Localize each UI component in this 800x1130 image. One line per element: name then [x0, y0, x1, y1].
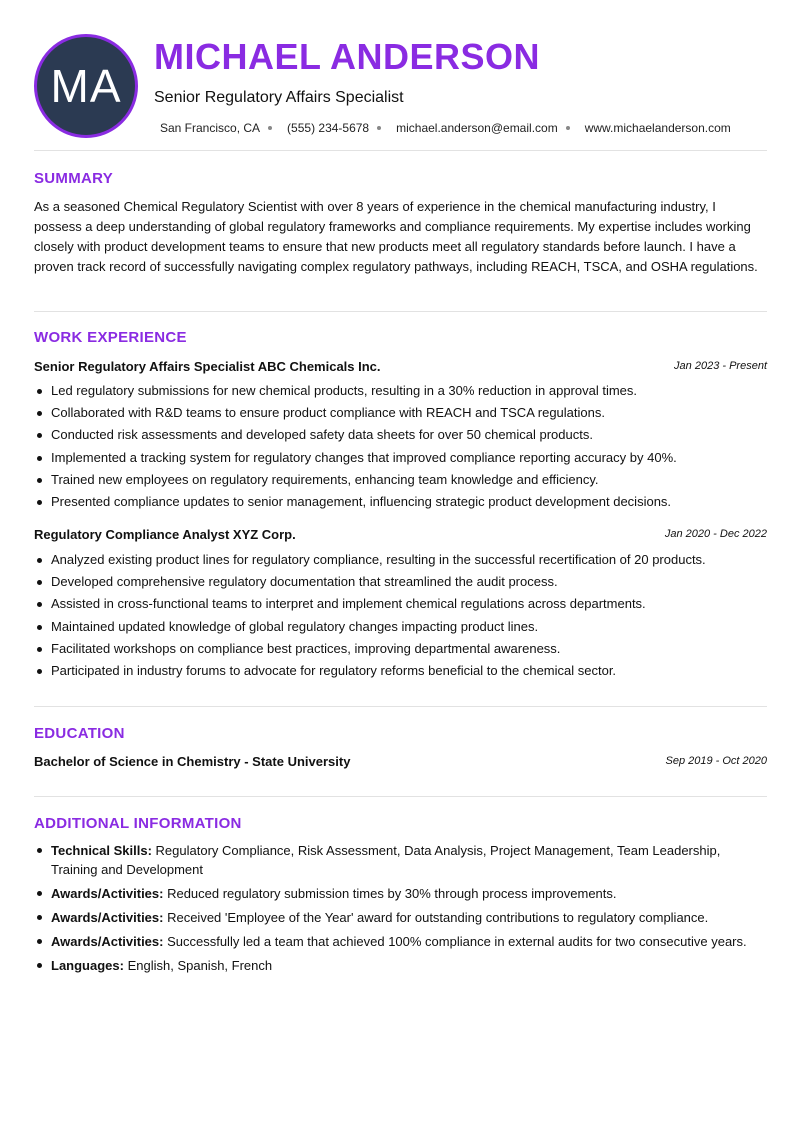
item-text: Successfully led a team that achieved 100% compliance in external audits for two consecutive years.: [163, 934, 747, 949]
contact-website[interactable]: www.michaelanderson.com: [584, 121, 731, 135]
candidate-role: Senior Regulatory Affairs Specialist: [154, 89, 404, 106]
list-item: Maintained updated knowledge of global regulatory changes impacting product lines.: [34, 616, 767, 638]
list-item: [34, 956, 767, 975]
contact-email[interactable]: michael.anderson@email.com: [396, 121, 558, 135]
resume-header: [34, 34, 767, 138]
list-item: [34, 932, 767, 951]
item-text: Received 'Employee of the Year' award for outstanding contributions to regulatory compliance.: [163, 910, 709, 925]
education-title: EDUCATION: [34, 725, 125, 742]
separator-dot: [566, 126, 570, 130]
summary-text: As a seasoned Chemical Regulatory Scientist with over 8 years of experience in the chemical manufacturing industry, I possess a deep understanding of global regulatory frameworks and compliance requirements. My expertise includes working closely with product development teams to ensure that new products meet all regulatory standards before launch. I have a proven track record of successfully navigating complex regulatory pathways, including REACH, TSCA, and OSHA regulations.: [34, 199, 758, 274]
list-item: Implemented a tracking system for regulatory changes that improved compliance reporting accuracy by 40%.: [34, 447, 767, 469]
list-item: Led regulatory submissions for new chemical products, resulting in a 30% reduction in approval times.: [34, 380, 767, 402]
item-label: Awards/Activities:: [51, 886, 164, 901]
list-item: Trained new employees on regulatory requirements, enhancing team knowledge and efficiency.: [34, 469, 767, 491]
item-label: Awards/Activities:: [51, 910, 164, 925]
list-item: Collaborated with R&D teams to ensure product compliance with REACH and TSCA regulations.: [34, 402, 767, 424]
item-text: Reduced regulatory submission times by 30% through process improvements.: [163, 886, 617, 901]
job-heading: [34, 527, 767, 542]
divider: [34, 150, 767, 151]
job-bullets: [34, 549, 767, 682]
list-item: Developed comprehensive regulatory documentation that streamlined the audit process.: [34, 571, 767, 593]
contact-line: [160, 121, 731, 135]
contact-phone: (555) 234-5678: [287, 121, 370, 135]
item-label: Awards/Activities:: [51, 934, 164, 949]
job-date: Jan 2023 - Present: [674, 360, 767, 372]
item-label: Technical Skills:: [51, 843, 152, 858]
job-heading: [34, 359, 767, 374]
list-item: Conducted risk assessments and developed safety data sheets for over 50 chemical products.: [34, 424, 767, 446]
divider: [34, 311, 767, 312]
list-item: Presented compliance updates to senior management, influencing strategic product development decisions.: [34, 491, 767, 513]
separator-dot: [268, 126, 272, 130]
experience-title: WORK EXPERIENCE: [34, 329, 187, 346]
job-bullets: [34, 380, 767, 513]
candidate-name: MICHAEL ANDERSON: [154, 36, 541, 77]
education-heading: [34, 754, 767, 769]
avatar-initials: MA: [50, 60, 122, 112]
list-item: Facilitated workshops on compliance best practices, improving departmental awareness.: [34, 638, 767, 660]
item-label: Languages:: [51, 958, 124, 973]
avatar: [34, 34, 138, 138]
list-item: Assisted in cross-functional teams to interpret and implement chemical regulations across departments.: [34, 593, 767, 615]
list-item: Participated in industry forums to advocate for regulatory reforms beneficial to the chemical sector.: [34, 660, 767, 682]
item-text: English, Spanish, French: [123, 958, 273, 973]
list-item: [34, 884, 767, 903]
separator-dot: [377, 126, 381, 130]
job-title-company: Regulatory Compliance Analyst XYZ Corp.: [34, 527, 296, 542]
additional-list: [34, 841, 767, 980]
contact-location: San Francisco, CA: [160, 121, 261, 135]
additional-title: ADDITIONAL INFORMATION: [34, 815, 242, 832]
item-text: Regulatory Compliance, Risk Assessment, Data Analysis, Project Management, Team Leadership, Training and Development: [51, 843, 721, 877]
list-item: [34, 841, 767, 879]
summary-title: SUMMARY: [34, 170, 114, 187]
list-item: [34, 908, 767, 927]
education-date: Sep 2019 - Oct 2020: [665, 755, 767, 767]
list-item: Analyzed existing product lines for regulatory compliance, resulting in the successful recertification of 20 products.: [34, 549, 767, 571]
job-date: Jan 2020 - Dec 2022: [664, 528, 767, 540]
job-title-company: Senior Regulatory Affairs Specialist ABC Chemicals Inc.: [34, 359, 381, 374]
divider: [34, 706, 767, 707]
divider: [34, 796, 767, 797]
degree: Bachelor of Science in Chemistry - State University: [34, 754, 351, 769]
